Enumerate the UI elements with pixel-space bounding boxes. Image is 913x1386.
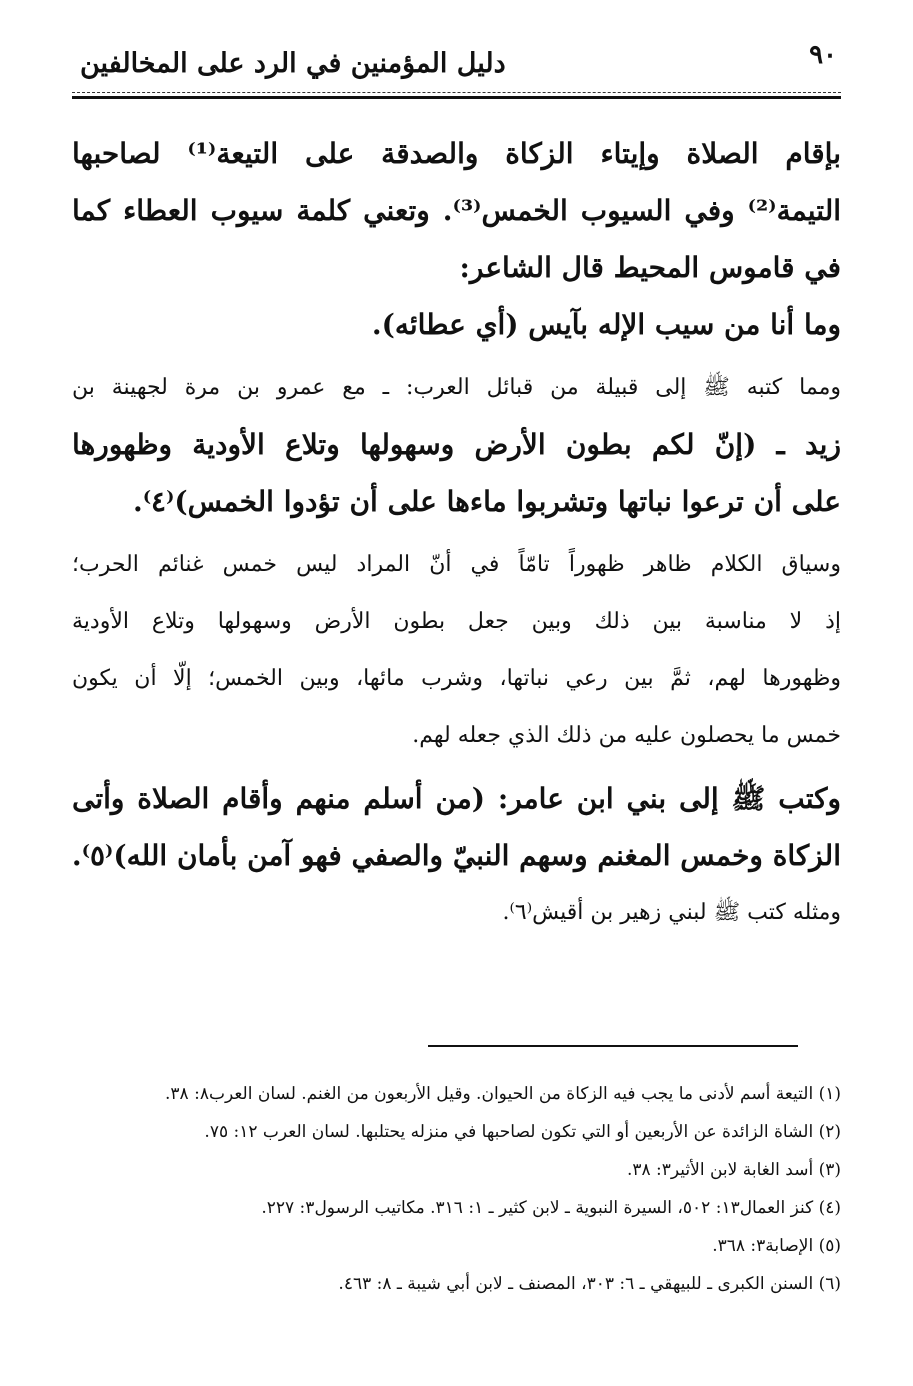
body-line: ومثله كتب ﷺ لبني زهير بن أقيش⁽٦⁾.: [502, 900, 841, 925]
main-text: [72, 125, 841, 941]
footnote: (٥) الإصابة٣: ٣٦٨.: [712, 1236, 841, 1256]
footnote: (٦) السنن الكبرى ـ للبيهقي ـ ٦: ٣٠٣، المصنف ـ لابن أبي شيبة ـ ٨: ٤٦٣.: [338, 1274, 841, 1294]
running-title: دليل المؤمنين في الرد على المخالفين: [80, 48, 506, 79]
body-line: وظهورها لهم، ثمَّ بين رعي نباتها، وشرب مائها، وبين الخمس؛ إلّا أن يكون: [72, 666, 841, 691]
body-line: إذ لا مناسبة بين ذلك وبين جعل بطون الأرض وسهولها وتلاع الأودية: [72, 609, 841, 634]
body-line: خمس ما يحصلون عليه من ذلك الذي جعله لهم.: [412, 723, 841, 748]
body-line: بإقام الصلاة وإيتاء الزكاة والصدقة على التيعة⁽¹⁾ لصاحبها: [72, 137, 841, 170]
footnote: (٢) الشاة الزائدة عن الأربعين أو التي تكون لصاحبها في منزله يحتلبها. لسان العرب ١٢: ٧٥.: [204, 1122, 841, 1142]
footnotes: [72, 1075, 841, 1303]
header-dashed-rule: [72, 92, 841, 93]
body-line: التيمة⁽²⁾ وفي السيوب الخمس⁽³⁾. وتعني كلمة سيوب العطاء كما: [72, 194, 841, 227]
body-line: في قاموس المحيط قال الشاعر:: [459, 251, 841, 284]
body-line: وما أنا من سيب الإله بآيس (أي عطائه).: [371, 308, 841, 341]
footnote: (١) التيعة أسم لأدنى ما يجب فيه الزكاة من الحيوان. وقيل الأربعون من الغنم. لسان العرب٨: ٣٨.: [165, 1084, 841, 1104]
body-line: وسياق الكلام ظاهر ظهوراً تامّاً في أنّ المراد ليس خمس غنائم الحرب؛: [72, 552, 841, 577]
body-line: وكتب ﷺ إلى بني ابن عامر: (من أسلم منهم وأقام الصلاة وأتى: [72, 782, 841, 815]
body-line: على أن ترعوا نباتها وتشربوا ماءها على أن تؤدوا الخمس)⁽٤⁾.: [132, 485, 841, 518]
footnote: (٤) كنز العمال١٣: ٥٠٢، السيرة النبوية ـ لابن كثير ـ ١: ٣١٦. مكاتيب الرسول٣: ٢٢٧.: [261, 1198, 841, 1218]
body-line: الزكاة وخمس المغنم وسهم النبيّ والصفي فهو آمن بأمان الله)⁽٥⁾.: [72, 839, 841, 872]
page-header: [72, 40, 841, 92]
body-line: زيد ـ (إنّ لكم بطون الأرض وسهولها وتلاع الأودية وظهورها: [72, 428, 841, 461]
footnote-separator: [428, 1045, 798, 1047]
body-line: ومما كتبه ﷺ إلى قبيلة من قبائل العرب: ـ مع عمرو بن مرة لجهينة بن: [72, 375, 841, 400]
header-rule: [72, 96, 841, 99]
page-number: ٩٠: [809, 40, 837, 70]
footnote: (٣) أسد الغابة لابن الأثير٣: ٣٨.: [626, 1160, 841, 1180]
